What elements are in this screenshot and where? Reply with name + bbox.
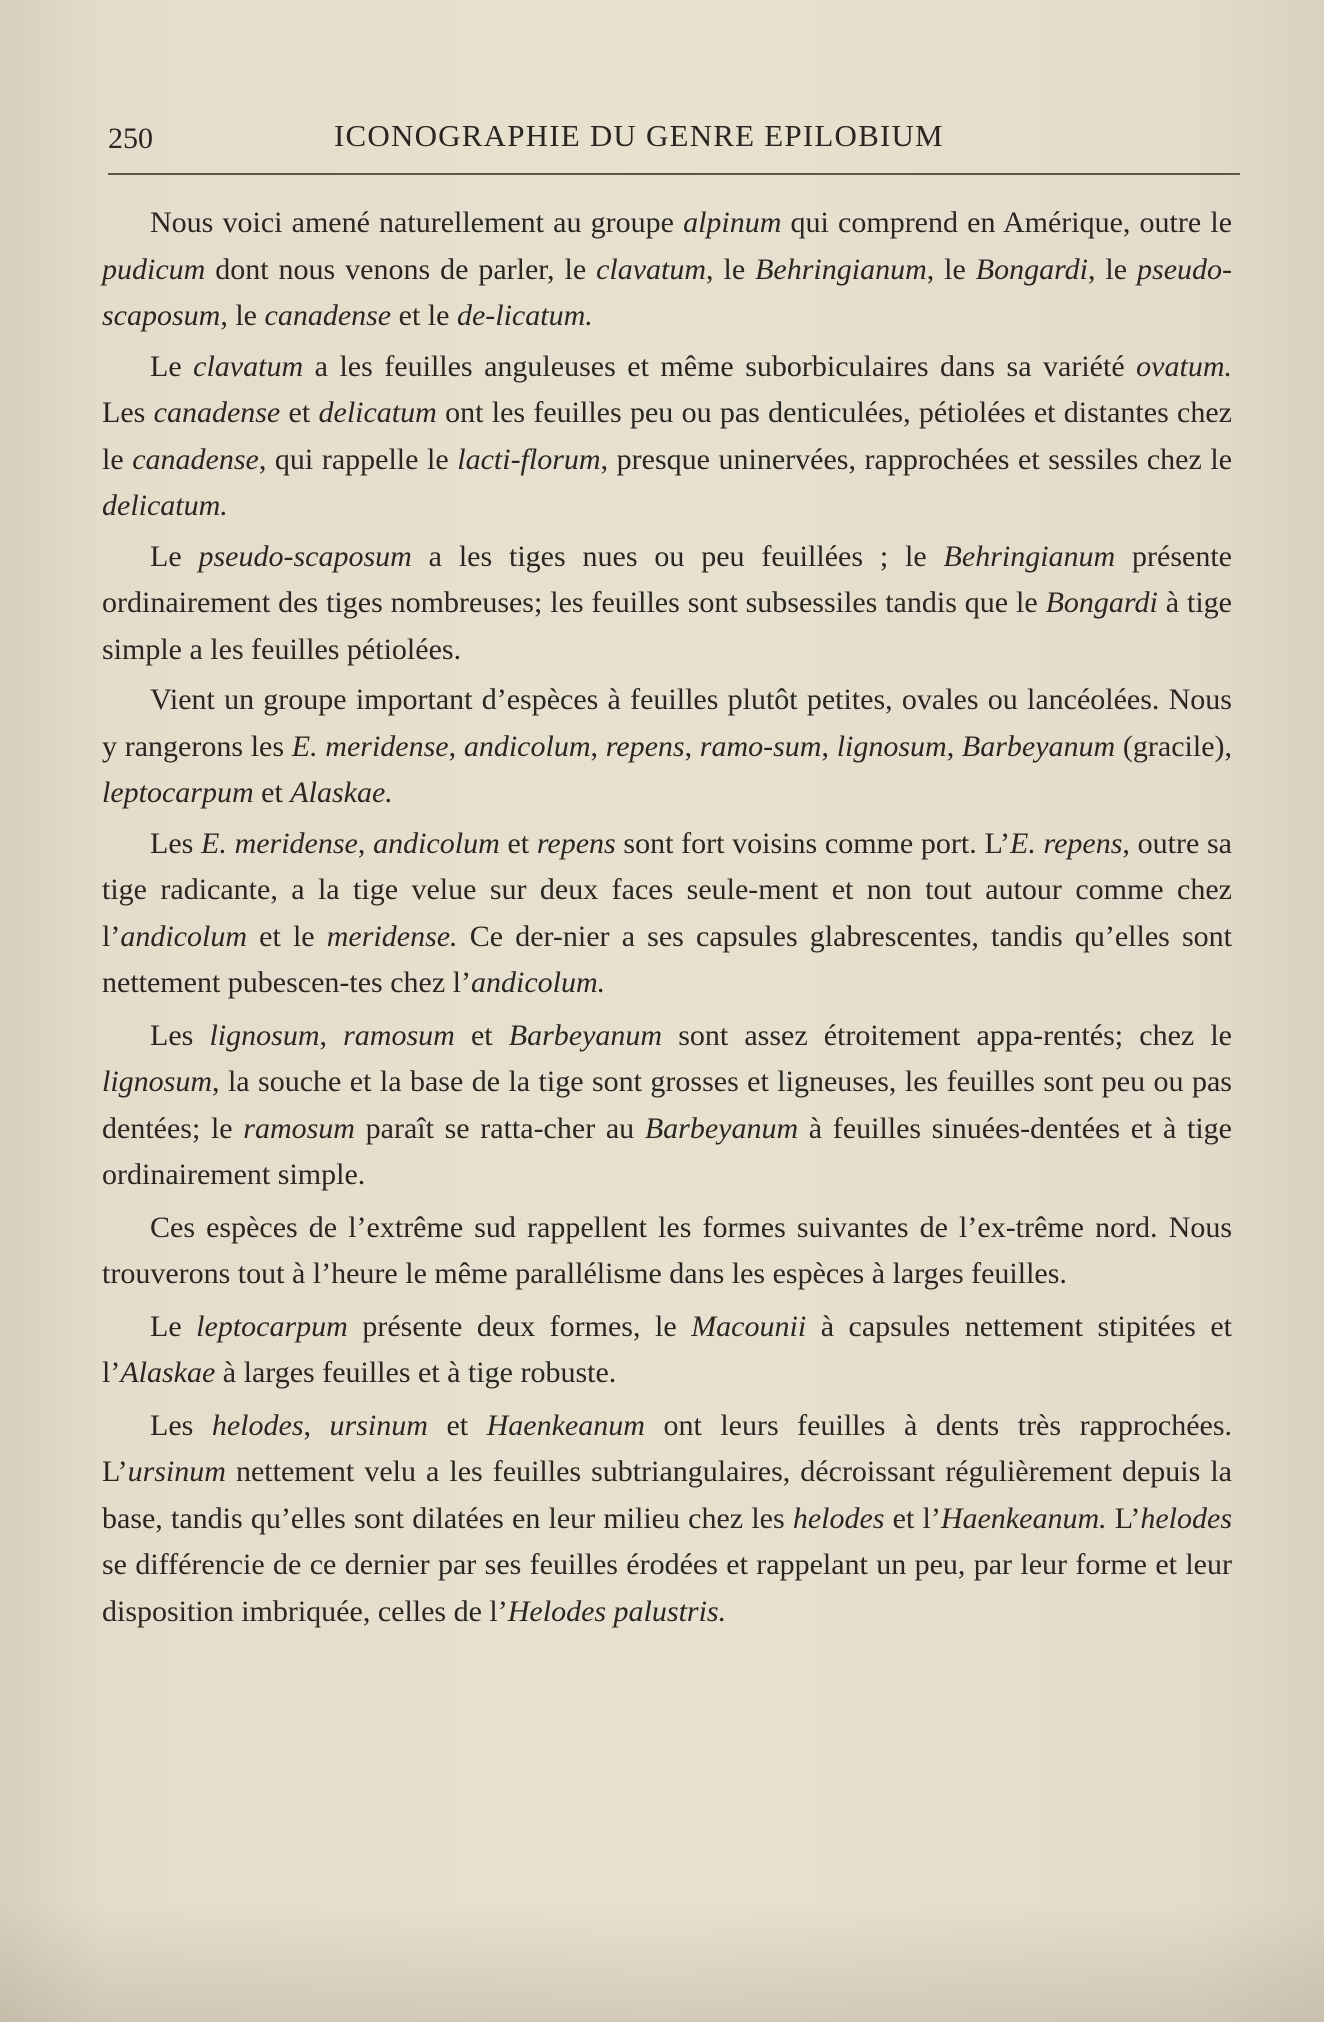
text-run: et le <box>246 919 327 953</box>
text-run: , <box>448 729 464 763</box>
italic-term: Barbeyanum <box>961 729 1116 763</box>
italic-term: ramosum <box>243 1111 355 1145</box>
text-run: a les feuilles anguleuses et même suborbiculaires dans sa variété <box>303 349 1137 383</box>
text-run: (gracile), <box>1115 729 1233 763</box>
text-run: , <box>821 729 837 763</box>
paragraph-8 <box>102 1304 1232 1397</box>
italic-term: Barbeyanum <box>644 1111 799 1145</box>
italic-term: Helodes palustris. <box>507 1594 727 1628</box>
italic-term: ovatum. <box>1136 349 1232 383</box>
italic-term: ursinum <box>329 1408 428 1442</box>
body-text <box>102 200 1232 1639</box>
italic-term: canadense <box>264 299 392 332</box>
italic-term: pseudo-scaposum <box>198 539 412 573</box>
italic-term: Alaskae. <box>290 776 393 809</box>
text-run: ont leurs feuilles à dents très rapprochées. L’ <box>102 1408 1233 1488</box>
text-run: , <box>319 1018 344 1052</box>
italic-term: alpinum <box>683 206 782 239</box>
text-run: , le <box>220 299 265 332</box>
text-run: et <box>454 1018 509 1052</box>
text-run: , <box>303 1408 330 1442</box>
italic-term: E. meridense <box>291 729 449 763</box>
italic-term: Haenkeanum. <box>940 1501 1107 1535</box>
text-run: , <box>946 729 962 763</box>
italic-term: andicolum. <box>471 966 606 999</box>
paragraph-6 <box>102 1013 1232 1199</box>
italic-term: helodes <box>792 1501 885 1535</box>
text-run: Le <box>150 1309 197 1343</box>
text-run: Les <box>150 1018 210 1052</box>
page-header <box>108 118 1238 158</box>
italic-term: de-licatum. <box>456 299 593 332</box>
italic-term: ramosum <box>343 1018 455 1052</box>
italic-term: Haenkeanum <box>486 1408 645 1442</box>
text-run: , la souche et la base de la tige sont grosses et ligneuses, les feuilles sont peu ou pas dentées; le <box>102 1065 1232 1145</box>
text-run: Les <box>150 1408 212 1442</box>
italic-term: andicolum <box>373 826 500 860</box>
paragraph-3 <box>102 534 1232 674</box>
text-run: , le <box>1088 252 1138 286</box>
italic-term: clavatum <box>193 349 304 383</box>
page-number: 250 <box>108 122 153 155</box>
text-run: et <box>427 1408 487 1442</box>
text-run: à feuilles sinuées-dentées et à tige ordinairement simple. <box>102 1111 1232 1191</box>
text-run: et <box>499 826 537 860</box>
text-run: paraît se ratta-cher au <box>354 1111 645 1145</box>
text-run: , le <box>926 252 976 286</box>
text-run: , <box>590 729 606 763</box>
text-run: Ce der-nier a ses capsules glabrescentes, tandis qu’elles sont nettement pubescen-tes chez l’ <box>102 919 1232 999</box>
text-run: à tige simple a les feuilles pétiolées. <box>102 586 1232 666</box>
text-run: ont les feuilles peu ou pas denticulées, pétiolées et distantes chez le <box>102 396 1232 476</box>
text-run: a les tiges nues ou peu feuillées ; le <box>411 539 944 573</box>
italic-term: Barbeyanum <box>508 1018 663 1052</box>
text-run: Le <box>150 539 199 573</box>
italic-term: andicolum <box>463 729 591 763</box>
italic-term: andicolum <box>120 919 247 953</box>
paragraph-9 <box>102 1403 1232 1636</box>
italic-term: leptocarpum <box>196 1309 348 1343</box>
italic-term: lignosum <box>209 1018 320 1052</box>
text-run: Les <box>102 396 154 429</box>
italic-term: ursinum <box>127 1455 226 1488</box>
italic-term: ramo-sum <box>699 729 822 763</box>
italic-term: Bongardi <box>1045 586 1158 619</box>
text-run: sont assez étroitement appa-rentés; chez le <box>662 1018 1232 1052</box>
text-run: et <box>280 396 319 429</box>
italic-term: delicatum <box>318 396 437 429</box>
italic-term: canadense <box>153 396 281 429</box>
text-run: et le <box>391 299 457 332</box>
paragraph-7 <box>102 1205 1232 1298</box>
italic-term: E. meridense <box>201 826 358 860</box>
text-run: Nous voici amené naturellement au groupe <box>150 206 684 239</box>
italic-term: lignosum <box>102 1065 213 1098</box>
italic-term: Bongardi <box>975 252 1088 286</box>
text-run: dont nous venons de parler, le <box>205 252 597 286</box>
paragraph-4 <box>102 677 1232 817</box>
text-run: Ces espèces de l’extrême sud rappellent les formes suivantes de l’ex-trême nord. Nous trouverons tout à l’heure le même parallélisme dans les espèces à larges feuilles. <box>102 1210 1232 1290</box>
italic-term: helodes <box>211 1408 304 1442</box>
text-run: Les <box>150 826 202 860</box>
italic-term: Macounii <box>691 1309 807 1343</box>
text-run: nettement velu a les feuilles subtriangulaires, décroissant régulièrement depuis la base, tandis qu’elles sont dilatées en leur milieu chez les <box>102 1455 1232 1535</box>
paragraph-2 <box>102 344 1232 530</box>
text-run: , le <box>706 252 756 286</box>
italic-term: clavatum <box>596 252 707 286</box>
text-run: qui comprend en Amérique, outre le <box>781 206 1233 239</box>
italic-term: helodes <box>1140 1501 1232 1535</box>
italic-term: delicatum. <box>102 489 228 522</box>
italic-term: leptocarpum <box>102 776 254 809</box>
text-run: , <box>357 826 374 860</box>
header-rule <box>108 173 1240 175</box>
text-run: sont fort voisins comme port. L’ <box>615 826 1011 860</box>
italic-term: meridense. <box>326 919 458 953</box>
text-run: , qui rappelle le <box>258 442 458 476</box>
text-run: Vient un groupe important d’espèces à feuilles plutôt petites, ovales ou lancéolées. Nous y rangerons les <box>102 683 1232 763</box>
italic-term: Alaskae <box>120 1356 216 1389</box>
italic-term: pseudo-scaposum <box>102 252 1233 332</box>
text-run: , outre sa tige radicante, a la tige velue sur deux faces seule-ment et non tout autour comme chez l’ <box>102 826 1232 953</box>
italic-term: Behringianum <box>943 539 1116 573</box>
text-run: et l’ <box>884 1501 941 1535</box>
italic-term: canadense <box>132 442 259 476</box>
italic-term: lignosum <box>836 729 947 763</box>
italic-term: E. repens <box>1010 826 1123 860</box>
text-run: présente deux formes, le <box>347 1309 692 1343</box>
text-run: à capsules nettement stipitées et l’ <box>102 1309 1233 1389</box>
text-run: présente ordinairement des tiges nombreuses; les feuilles sont subsessiles tandis que le <box>102 539 1233 619</box>
italic-term: repens <box>605 729 685 763</box>
italic-term: Behringianum <box>755 252 927 286</box>
italic-term: repens <box>536 826 616 860</box>
text-run: à larges feuilles et à tige robuste. <box>215 1356 617 1389</box>
paragraph-1 <box>102 200 1232 340</box>
paragraph-5 <box>102 821 1232 1007</box>
running-title: ICONOGRAPHIE DU GENRE EPILOBIUM <box>334 118 944 153</box>
italic-term: lacti-florum <box>457 442 601 476</box>
italic-term: pudicum <box>102 252 206 286</box>
text-run: se différencie de ce dernier par ses feuilles érodées et rappelant un peu, par leur forme et leur disposition imbriquée, celles de l’ <box>102 1548 1232 1628</box>
text-run: et <box>253 776 291 809</box>
text-run: Le <box>150 349 194 383</box>
text-run: L’ <box>1106 1501 1141 1535</box>
text-run: , <box>684 729 700 763</box>
text-run: , presque uninervées, rapprochées et sessiles chez le <box>600 442 1233 476</box>
